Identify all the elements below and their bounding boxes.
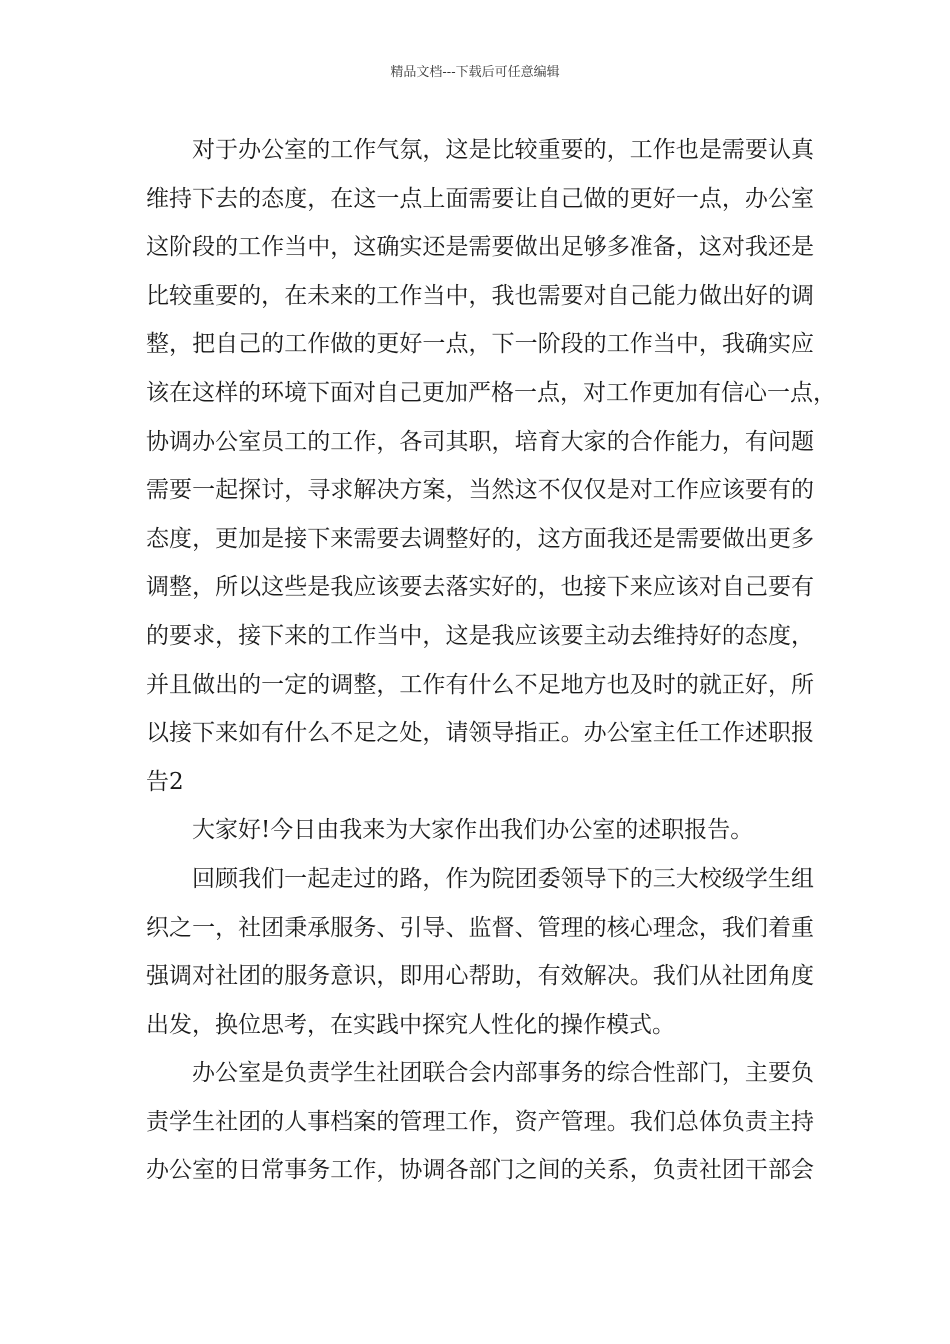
text-line: 这阶段的工作当中，这确实还是需要做出足够多准备，这对我还是 <box>146 234 814 261</box>
text-line: 需要一起探讨，寻求解决方案，当然这不仅仅是对工作应该要有的 <box>146 477 814 504</box>
text-line: 该在这样的环境下面对自己更加严格一点，对工作更加有信心一点， <box>146 379 836 406</box>
text-line: 大家好!今日由我来为大家作出我们办公室的述职报告。 <box>192 817 754 844</box>
page-header: 精品文档---下载后可任意编辑 <box>390 65 560 80</box>
text-line: 责学生社团的人事档案的管理工作，资产管理。我们总体负责主持 <box>146 1108 814 1135</box>
text-line: 态度，更加是接下来需要去调整好的，这方面我还是需要做出更多 <box>146 525 814 552</box>
text-line: 比较重要的，在未来的工作当中，我也需要对自己能力做出好的调 <box>146 282 814 309</box>
text-line: 织之一，社团秉承服务、引导、监督、管理的核心理念，我们着重 <box>146 914 814 941</box>
text-line: 协调办公室员工的工作，各司其职，培育大家的合作能力，有问题 <box>146 428 814 455</box>
text-line: 强调对社团的服务意识，即用心帮助，有效解决。我们从社团角度 <box>146 963 814 990</box>
text-line: 维持下去的态度，在这一点上面需要让自己做的更好一点，办公室 <box>146 185 814 212</box>
text-line: 整，把自己的工作做的更好一点，下一阶段的工作当中，我确实应 <box>146 331 814 358</box>
text-line: 出发，换位思考，在实践中探究人性化的操作模式。 <box>146 1011 675 1038</box>
text-line: 的要求，接下来的工作当中，这是我应该要主动去维持好的态度， <box>146 622 814 649</box>
text-line: 以接下来如有什么不足之处，请领导指正。办公室主任工作述职报 <box>146 720 814 747</box>
document-body <box>146 126 836 1195</box>
text-line: 告2 <box>146 768 184 795</box>
text-line: 并且做出的一定的调整，工作有什么不足地方也及时的就正好，所 <box>146 671 814 698</box>
text-line: 办公室是负责学生社团联合会内部事务的综合性部门，主要负 <box>192 1060 814 1087</box>
text-line: 调整，所以这些是我应该要去落实好的，也接下来应该对自己要有 <box>146 574 814 601</box>
text-line: 对于办公室的工作气氛，这是比较重要的，工作也是需要认真 <box>192 137 814 163</box>
text-line: 办公室的日常事务工作，协调各部门之间的关系，负责社团干部会 <box>146 1157 814 1184</box>
text-line: 回顾我们一起走过的路，作为院团委领导下的三大校级学生组 <box>192 865 814 892</box>
